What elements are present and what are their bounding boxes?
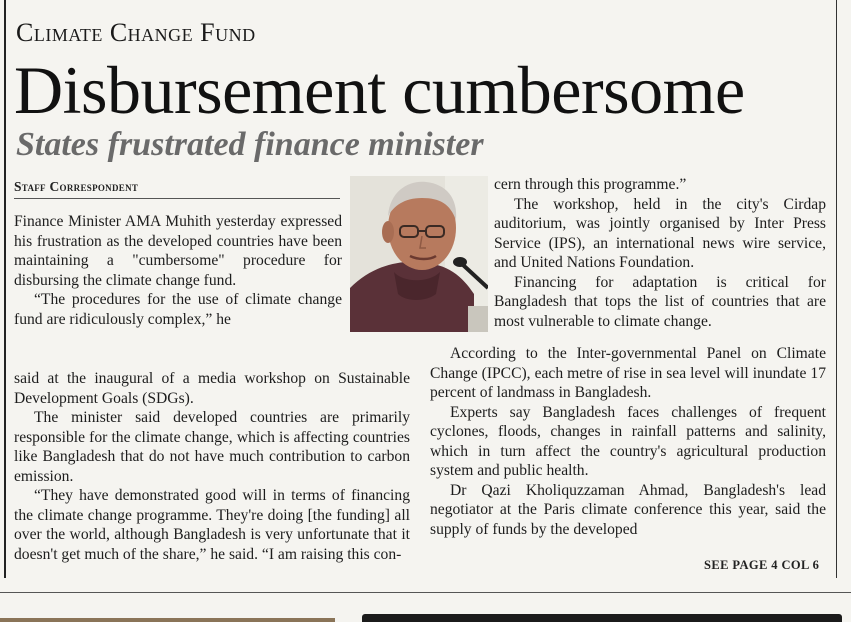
paragraph: According to the Inter-governmental Panel on Climate Change (IPCC), each metre of rise in sea level will inundate 17 percent of landmass in Bangladesh.	[430, 345, 826, 401]
byline-rule	[14, 198, 340, 199]
adjacent-article-headline-edge	[362, 614, 842, 622]
paragraph: Dr Qazi Kholiquzzaman Ahmad, Bangladesh's lead negotiator at the Paris climate conference this year, said the supply of funds by the developed	[430, 481, 826, 538]
finance-minister-portrait-icon	[350, 176, 488, 332]
paragraph: said at the inaugural of a media workshop on Sustainable Development Goals (SDGs).	[14, 370, 410, 407]
article-bottom-rule	[0, 592, 851, 593]
headline: Disbursement cumbersome	[14, 52, 745, 128]
paragraph: Financing for adaptation is critical for Bangladesh that tops the list of countries that are most vulnerable to climate change.	[494, 273, 826, 330]
paragraph: The workshop, held in the city's Cirdap auditorium, was jointly organised by Inter Press Service (IPS), an international news wire service, and United Nations Foundation.	[494, 195, 826, 271]
column-2-bottom	[430, 344, 826, 539]
page-border-right	[836, 0, 837, 578]
adjacent-article-photo-edge	[0, 618, 335, 622]
page-border-left	[4, 0, 6, 578]
column-1-top	[14, 212, 342, 329]
column-2-top	[494, 175, 826, 331]
byline: Staff Correspondent	[14, 179, 139, 194]
paragraph: The minister said developed countries are primarily responsible for the climate change, which is affecting countries like Bangladesh that do not have much contribution to carbon emission.	[14, 409, 410, 485]
paragraph: “The procedures for the use of climate change fund are ridiculously complex,” he	[14, 291, 342, 328]
paragraph: cern through this programme.”	[494, 176, 687, 193]
paragraph: Experts say Bangladesh faces challenges of frequent cyclones, floods, changes in rainfall patterns and salinity, which in turn affect the country's agricultural production system and public health.	[430, 403, 826, 479]
minister-photo	[350, 176, 488, 332]
section-kicker: Climate Change Fund	[16, 18, 256, 47]
subheadline: States frustrated finance minister	[16, 126, 484, 163]
continued-jump-line: SEE PAGE 4 COL 6	[704, 558, 820, 572]
paragraph: Finance Minister AMA Muhith yesterday expressed his frustration as the developed countries have been maintaining a "cumbersome" procedure for disbursing the climate change fund.	[14, 213, 342, 289]
column-1-bottom	[14, 369, 410, 564]
paragraph: “They have demonstrated good will in terms of financing the climate change programme. They're doing [the funding] all over the world, although Bangladesh is very unfortunate that it doesn't get much of the share,” he said. “I am raising this con-	[14, 487, 410, 563]
